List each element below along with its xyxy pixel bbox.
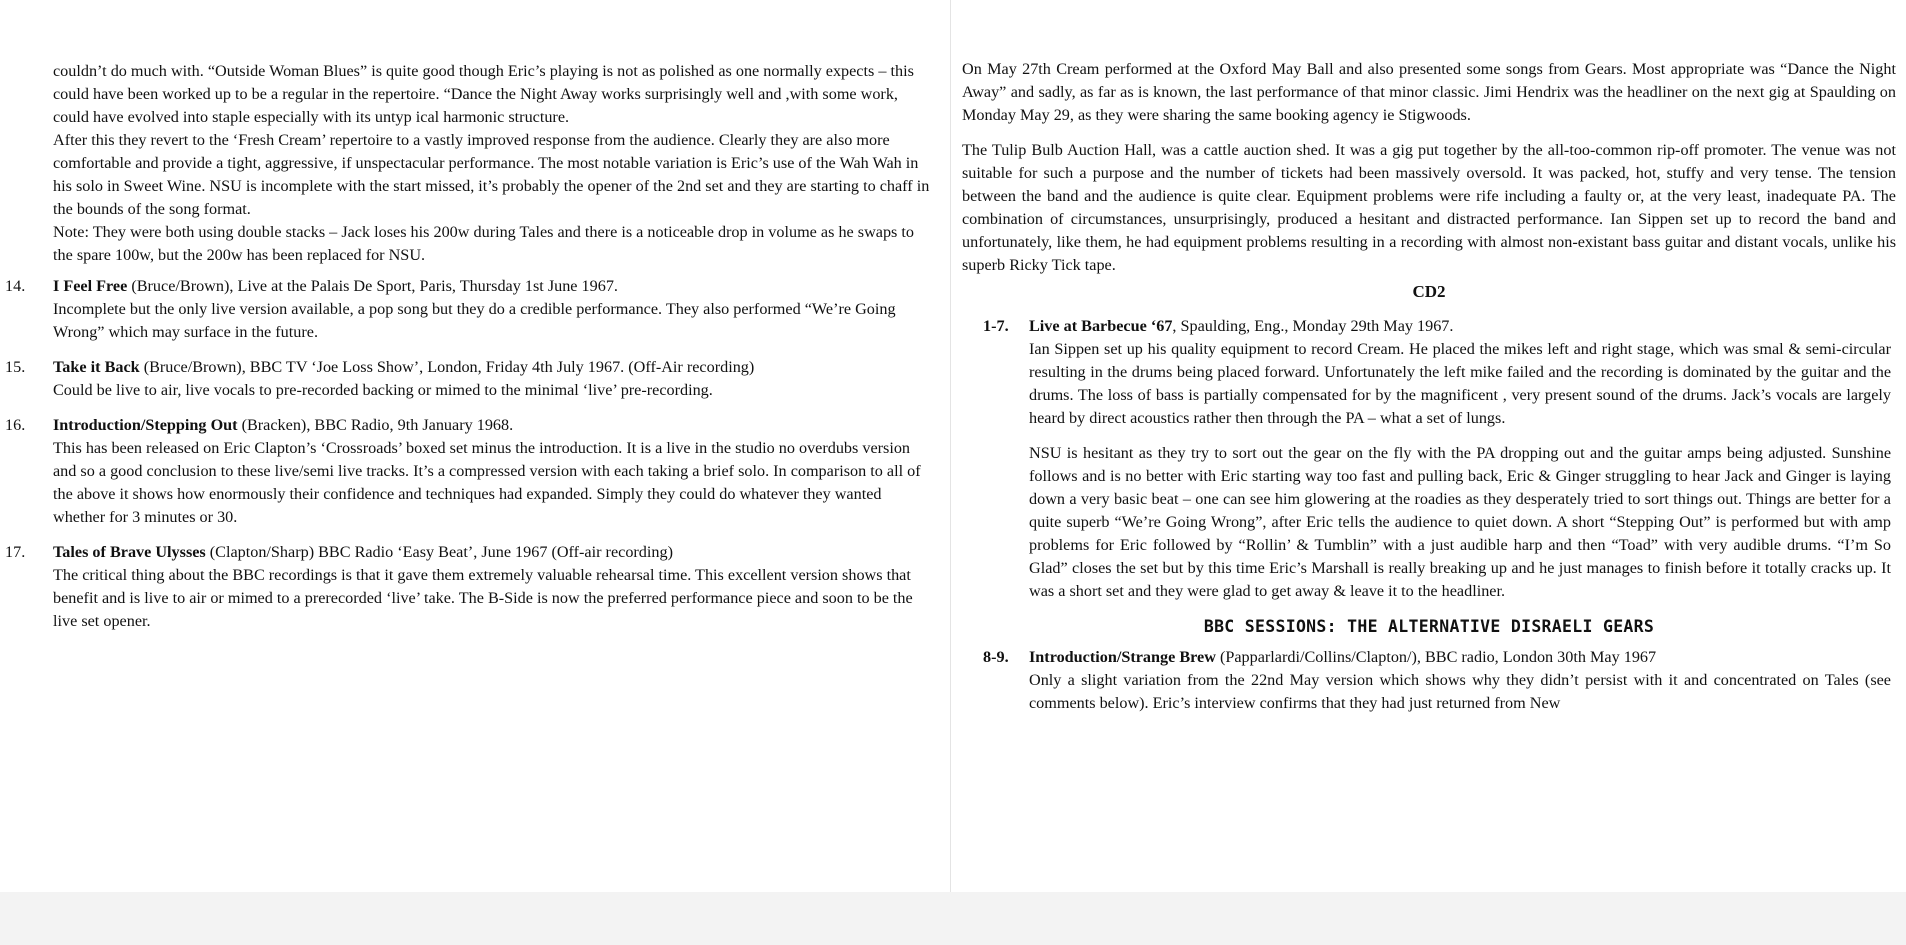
entry-heading-rest: (Papparlardi/Collins/Clapton/), BBC radio, London 30th May 1967 (1215, 648, 1657, 666)
entry-title: Live at Barbecue ‘67 (1029, 317, 1173, 335)
entry-body-1: Ian Sippen set up his quality equipment to record Cream. He placed the mikes left and right stage, which was smal & semi-circular resulting in the drums being placed forward. Unfortunately the left mike failed and the recording is dominated by the guitar and the drums. The loss of bass is partially compensated for by the magnificent , very present sound of the drums. Jack’s vocals are largely heard by direct acoustics rather then through the PA – what a set of lungs. (1029, 340, 1891, 427)
entry-14 (5, 275, 933, 344)
entry-body: This has been released on Eric Clapton’s ‘Crossroads’ boxed set minus the introduction. It is a live in the studio no overdubs version and so a good conclusion to these live/semi live tracks. It’s a compressed version with each taking a brief solo. In comparison to all of the above it shows how enormously their confidence and techniques had expanded. Simply they could do whatever they wanted whether for 3 minutes or 30. (53, 439, 921, 526)
cd2-heading: CD2 (1412, 282, 1446, 301)
left-column (5, 60, 933, 633)
entry-heading-rest: , Spaulding, Eng., Monday 29th May 1967. (1172, 317, 1454, 335)
oxford-may-ball-paragraph: On May 27th Cream performed at the Oxford May Ball and also presented some songs from Gears. Most appropriate was “Dance the Night Away” and sadly, as far as is known, the last performance of that minor classic. Jimi Hendrix was the headliner on the next gig at Spaulding on Monday May 29, as they were sharing the same booking agency ie Stigwoods. (962, 60, 1896, 124)
entry-heading-rest: (Bruce/Brown), Live at the Palais De Sport, Paris, Thursday 1st June 1967. (127, 277, 618, 295)
entry-body-2: NSU is hesitant as they try to sort out the gear on the fly with the PA dropping out and the guitar amps being adjusted. Sunshine follows and is no better with Eric starting way too fast and pulling back, Eric & Ginger struggling to hear Jack and Ginger is laying down a very basic beat – one can see him glowering at the roadies as they desperately tried to sort things out. Things are better for a quite superb “We’re Going Wrong”, after Eric tells the audience to quiet down. A short “Stepping Out” is performed but with amp problems for Eric followed by “Rollin’ & Tumblin” with a just audible harp and then “Toad” with very audible drums. “I’m So Glad” closes the set but by this time Eric’s Marshall is really breaking up and he just manages to finish before it totally cracks up. It was a short set and they were glad to get away & leave it to the headliner. (1029, 444, 1891, 600)
intro-paragraph-2: After this they revert to the ‘Fresh Cream’ repertoire to a vastly improved response from the audience. Clearly they are also more comfortable and provide a tight, aggressive, if unspectacular performance. The most notable variation is Eric’s use of the Wah Wah in his solo in Sweet Wine. NSU is incomplete with the start missed, it’s probably the opener of the 2nd set and they are starting to chaff in the bounds of the song format. (53, 131, 930, 218)
tulip-bulb-paragraph: The Tulip Bulb Auction Hall, was a cattle auction shed. It was a gig put together by the all-too-common rip-off promoter. The venue was not suitable for such a purpose and the number of tickets had been massively oversold. It was packed, hot, stuffy and very tense. The tension between the band and the audience is quite clear. Equipment problems were rife including a faulty or, at the very least, inadequate PA. The combination of circumstances, unsurprisingly, produced a hesitant and distracted performance. Ian Sippen set up to record the band and unfortunately, like them, he had equipment problems resulting in a recording with almost non-existant bass guitar and distant vocals, unlike his superb Ricky Tick tape. (962, 141, 1896, 274)
entry-number: 1-7. (983, 317, 1009, 335)
entry-title: Take it Back (53, 358, 140, 376)
entry-15 (5, 356, 933, 402)
right-column (951, 58, 1906, 715)
entry-number: 8-9. (983, 648, 1009, 666)
entry-1-7 (951, 315, 1906, 603)
entry-8-9 (951, 646, 1906, 715)
entry-heading-rest: (Bracken), BBC Radio, 9th January 1968. (237, 416, 514, 434)
intro-paragraph-3: Note: They were both using double stacks – Jack loses his 200w during Tales and there is a noticeable drop in volume as he swaps to the spare 100w, but the 200w has been replaced for NSU. (53, 223, 914, 264)
intro-paragraph-1: couldn’t do much with. “Outside Woman Blues” is quite good though Eric’s playing is not as polished as one normally expects – this could have been worked up to be a regular in the repertoire. “Dance the Night Away works surprisingly well and ,with some work, could have evolved into staple especially with its untyp ical harmonic structure. (53, 62, 914, 126)
entry-body: The critical thing about the BBC recordings is that it gave them extremely valuable rehearsal time. This excellent version shows that benefit and is live to air or mimed to a prerecorded ‘live’ take. The B-Side is now the preferred performance piece and soon to be the live set opener. (53, 566, 913, 630)
entry-title: Introduction/Stepping Out (53, 416, 238, 434)
entry-heading-rest: (Clapton/Sharp) BBC Radio ‘Easy Beat’, June 1967 (Off-air recording) (205, 543, 673, 561)
entry-title: Introduction/Strange Brew (1029, 648, 1216, 666)
right-page (950, 0, 1906, 892)
entry-title: Tales of Brave Ulysses (53, 543, 206, 561)
entry-body: Only a slight variation from the 22nd May version which shows why they didn’t persist with it and concentrated on Tales (see comments below). Eric’s interview confirms that they had just returned from New (1029, 671, 1891, 712)
entry-number: 16. (5, 416, 26, 434)
entry-number: 17. (5, 543, 26, 561)
entry-16 (5, 414, 933, 529)
entry-number: 15. (5, 358, 26, 376)
entry-title: I Feel Free (53, 277, 128, 295)
left-page (0, 0, 950, 892)
bbc-sessions-heading: BBC SESSIONS: THE ALTERNATIVE DISRAELI GEARS (1203, 617, 1655, 636)
entry-heading-rest: (Bruce/Brown), BBC TV ‘Joe Loss Show’, London, Friday 4th July 1967. (Off-Air recording) (139, 358, 755, 376)
entry-body: Could be live to air, live vocals to pre-recorded backing or mimed to the minimal ‘live’ pre-recording. (53, 381, 713, 399)
entry-17 (5, 541, 933, 633)
entry-number: 14. (5, 277, 26, 295)
entry-body: Incomplete but the only live version available, a pop song but they do a credible performance. They also performed “We’re Going Wrong” which may surface in the future. (53, 300, 896, 341)
